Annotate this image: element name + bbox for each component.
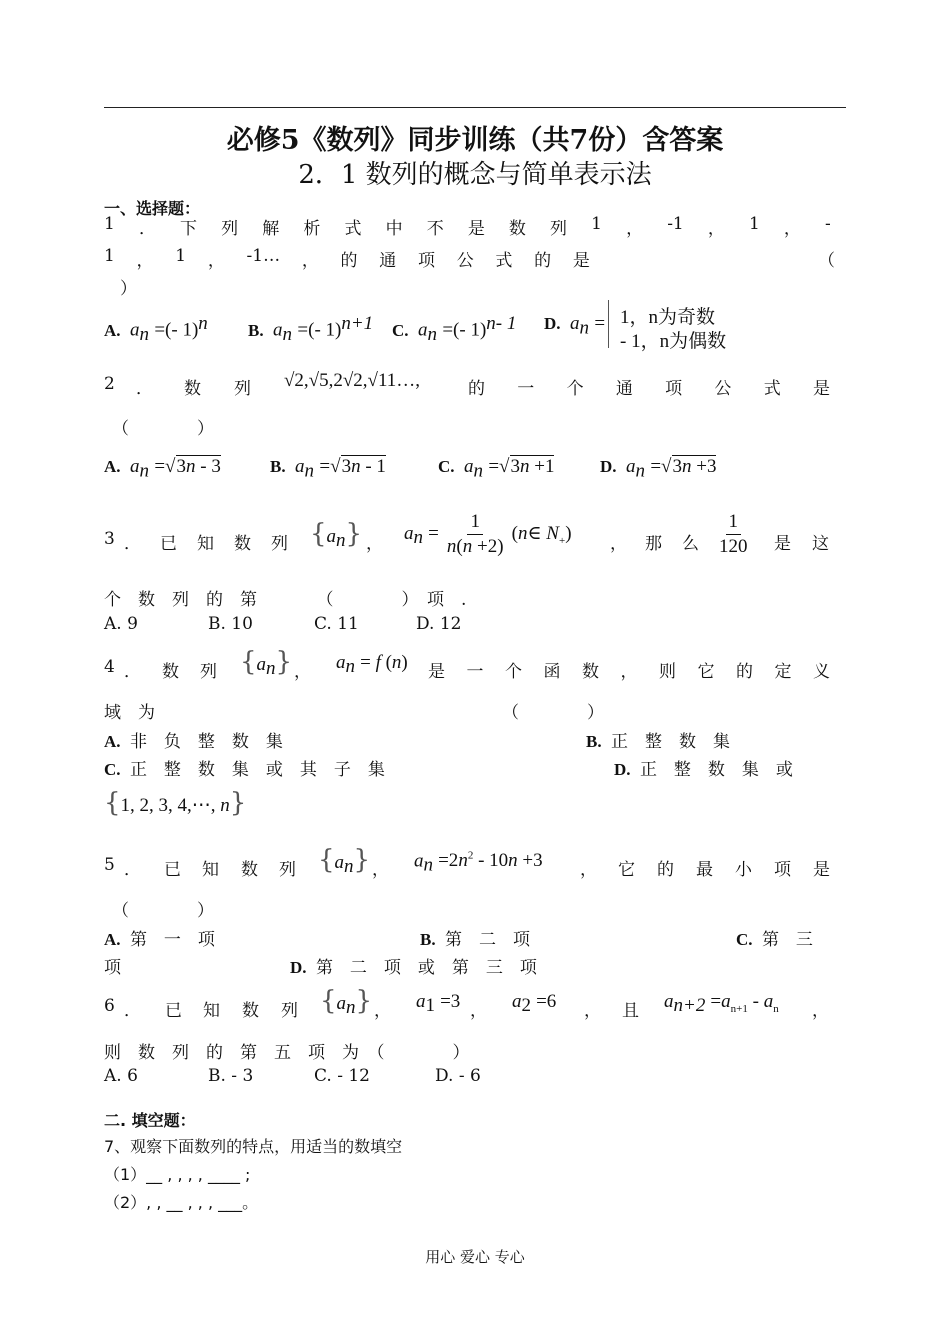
q5-t3: 知 — [202, 860, 219, 880]
q1.line1-token: ， — [626, 219, 644, 239]
q6-t9: 且 — [622, 1001, 639, 1021]
q4.line1-token: 数 — [582, 662, 599, 682]
q4-option-d: D. 正 整 数 集 或 — [614, 760, 793, 780]
q4-paren: （ ） — [502, 703, 604, 723]
q4.line1-token: 函 — [543, 662, 561, 682]
q1.line2-token: 的 — [534, 251, 552, 271]
q6-option-a: A. 6 — [104, 1066, 138, 1086]
q6-recurrence: $a_{n+2} =a_{n+1} - a_n$ — [664, 991, 779, 1017]
q6-option-b: B. - 3 — [208, 1066, 254, 1086]
q1-option-a: A. $a_n$ =(- 1)$^n$ — [104, 313, 208, 346]
q2-sequence: √2,√5,2√2,√11…, — [284, 370, 421, 391]
q4-line2: 域 为 — [104, 703, 155, 723]
q2.line1-token: 通 — [615, 379, 633, 399]
q1-option-c: C. $a_n$ =(- 1)$^{n- 1}$ — [392, 313, 517, 346]
q1.line1-token: 解 — [262, 219, 280, 239]
q3-t8: 那 — [645, 534, 662, 554]
q6-t0: 6 — [104, 996, 115, 1016]
q2.line1-token: 式 — [763, 379, 781, 399]
q5-t6: ， — [372, 860, 389, 880]
section-choice-heading: 一、选择题： — [104, 199, 201, 218]
q7-part2: （2）, , __ , , , ___。 — [104, 1193, 259, 1212]
q4-option-a: A. 非 负 整 数 集 — [104, 732, 283, 752]
q1-d-case2: - 1，n为偶数 — [620, 331, 727, 352]
page-footer: 用心 爱心 专心 — [425, 1248, 525, 1266]
q6-option-d: D. - 6 — [435, 1066, 481, 1086]
q4.line1-token: 定 — [774, 662, 792, 682]
q2-option-c: C. $a_n =√3n +1$ — [438, 456, 555, 482]
q6-t6: ， — [374, 1001, 391, 1021]
q1.line2-token: 1 — [175, 246, 187, 266]
q6-t7: ， — [470, 1001, 487, 1021]
q2-w2: 列 — [234, 379, 251, 399]
q1.line2-token: 的 — [340, 251, 358, 271]
q2-line1 — [468, 374, 830, 399]
q3-option-c: C. 11 — [314, 614, 359, 634]
q1.line1-token: ， — [707, 219, 725, 239]
q6-t2: 已 — [165, 1001, 182, 1021]
q1.line1-token: 析 — [303, 219, 321, 239]
q7-intro: 7、观察下面数列的特点，用适当的数填空 — [104, 1137, 403, 1156]
q1.line1-token: 式 — [344, 219, 362, 239]
q1.line1-token: 1 — [591, 214, 602, 234]
q1.line1-token: -1 — [667, 214, 684, 234]
page-subtitle: 2．1 数列的概念与简单表示法 — [298, 160, 652, 190]
q4-t0: 4 — [104, 657, 115, 677]
q3-t9: 么 — [682, 534, 699, 554]
q2-dot: ． — [136, 379, 153, 399]
q6-a2: $a_2 =6$ — [512, 991, 557, 1017]
q3-option-a: A. 9 — [104, 614, 138, 634]
q1-option-d: D. $a_n$ = — [544, 313, 606, 339]
q1.line1-token: - — [825, 214, 831, 234]
q6-seq-an: $\{a_n\}$ — [320, 986, 373, 1019]
q6-t1: ． — [124, 1001, 141, 1021]
q5.line1-token: 的 — [657, 860, 674, 880]
q6-t8: ， — [584, 1001, 601, 1021]
q2.line1-token: 个 — [566, 379, 584, 399]
q5-t4: 数 — [241, 860, 258, 880]
q5-formula: $a_n =2n^2 - 10n +3$ — [414, 850, 543, 876]
q5-seq-an: $\{a_n\}$ — [318, 845, 371, 878]
q6-t10: ， — [812, 1001, 829, 1021]
q1.line1-token: 列 — [550, 219, 568, 239]
q3-t7: ， — [610, 534, 627, 554]
q3-t11: 这 — [812, 534, 829, 554]
q2-option-d: D. $a_n =√3n +3$ — [600, 456, 717, 482]
q4.line1-token: 个 — [505, 662, 522, 682]
q1.line2-token: 公 — [456, 251, 474, 271]
q4-formula: $a_n = f$ (n) — [336, 652, 408, 678]
q5-t5: 列 — [279, 860, 296, 880]
q1-line2 — [104, 246, 590, 271]
q7-part1: （1）__ , , , , ____ ; — [104, 1165, 251, 1184]
q2-option-b: B. $a_n =√3n - 1$ — [270, 456, 386, 482]
q3-fraction: $\frac{1}{120}$ — [719, 511, 748, 557]
q4.line1-token: 义 — [813, 662, 830, 682]
q3-t0: 3 — [104, 529, 115, 549]
q4-seq-an: $\{a_n\}$ — [240, 647, 293, 680]
q1.line2-token: -1… — [246, 246, 281, 266]
q1-option-b: B. $a_n$ =(- 1)$^{n+1}$ — [248, 313, 374, 346]
q1-paren-close: ） — [120, 279, 137, 299]
q3-option-d: D. 12 — [416, 614, 462, 634]
q2.line1-token: 是 — [812, 379, 830, 399]
q5-option-d: D. 第 二 项 或 第 三 项 — [290, 958, 537, 978]
q1.line2-token: 1 — [104, 246, 115, 266]
q5.line1-token: 小 — [735, 860, 752, 880]
q6-t3: 知 — [203, 1001, 220, 1021]
q5.line1-token: 最 — [696, 860, 713, 880]
q1.line1-token: 是 — [467, 219, 485, 239]
q1.line1-token: 不 — [426, 219, 444, 239]
q5-option-c: C. 第 三 — [736, 930, 813, 950]
q6-line2: 则 数 列 的 第 五 项 为 （ ） — [104, 1043, 470, 1063]
q3-t2: 已 — [160, 534, 177, 554]
q3-t1: ． — [124, 534, 141, 554]
q5-paren: （ ） — [112, 901, 214, 921]
q5.line1-token: 是 — [813, 860, 830, 880]
q1.line2-token: ， — [136, 251, 154, 271]
q1.line1-token: 1 — [104, 214, 115, 234]
q1.line2-token: 项 — [417, 251, 435, 271]
q3-t5: 列 — [271, 534, 288, 554]
q5-t7: ， — [580, 860, 597, 880]
q6-a1: $a_1 =3$ — [416, 991, 461, 1017]
q1.line2-token: 通 — [379, 251, 397, 271]
q4-t3: 列 — [200, 662, 217, 682]
q6-t5: 列 — [281, 1001, 298, 1021]
q2-w1: 数 — [184, 379, 201, 399]
q2-num: 2 — [104, 374, 115, 394]
q1.line1-token: 1 — [748, 214, 760, 234]
q5-option-c-cont: 项 — [104, 958, 121, 978]
q3-t6: ， — [366, 534, 383, 554]
q2-paren: （ ） — [112, 419, 214, 439]
q3-option-b: B. 10 — [208, 614, 253, 634]
q5.line1-token: 项 — [774, 860, 791, 880]
q4-t2: 数 — [162, 662, 179, 682]
q1.line1-token: 列 — [221, 219, 239, 239]
q4-option-b: B. 正 整 数 集 — [586, 732, 730, 752]
q5-t2: 已 — [164, 860, 181, 880]
q4.line1-token: 是 — [428, 662, 445, 682]
q1.line1-token: 下 — [180, 219, 198, 239]
q4.line1-token: 的 — [736, 662, 753, 682]
q1.line2-token: 式 — [495, 251, 513, 271]
q5-t0: 5 — [104, 855, 115, 875]
q5-line1 — [618, 855, 830, 880]
q2.line1-token: 一 — [517, 379, 535, 399]
q2-option-a: A. $a_n =√3n - 3$ — [104, 456, 221, 482]
q1.line2-token: ， — [301, 251, 319, 271]
q2.line1-token: 公 — [714, 379, 732, 399]
q1.line2-token: ， — [207, 251, 225, 271]
q4.line1-token: 则 — [659, 662, 676, 682]
q4-option-c: C. 正 整 数 集 或 其 子 集 — [104, 760, 385, 780]
page-title: 必修5《数列》同步训练（共7份）含答案 — [226, 125, 724, 156]
q1.line1-token: ． — [138, 219, 156, 239]
q5.line1-token: 它 — [618, 860, 635, 880]
q1.line1-token: ， — [783, 219, 801, 239]
q3-formula: $a_n$ = $\frac{1}{n(n +2)}$ (n∈ $N_+$) — [404, 511, 572, 557]
q5-option-a: A. 第 一 项 — [104, 930, 215, 950]
top-rule — [104, 107, 846, 108]
q2.line1-token: 项 — [665, 379, 683, 399]
q4.line1-token: 一 — [466, 662, 484, 682]
q4-line1 — [428, 657, 830, 682]
q4-option-d-set: {1, 2, 3, 4,⋯, n} — [104, 788, 247, 818]
q1-d-brace — [608, 300, 611, 348]
q1.line2-token: 是 — [572, 251, 590, 271]
q5-option-b: B. 第 二 项 — [420, 930, 530, 950]
section-fill-heading: 二. 填空题： — [104, 1111, 196, 1130]
q4.line1-token: ， — [620, 662, 638, 682]
q1.line1-token: 数 — [508, 219, 526, 239]
q1.line1-token: 中 — [385, 219, 403, 239]
q3-seq-an: $\{a_n\}$ — [310, 519, 363, 552]
q4-t4: ， — [294, 662, 311, 682]
q4.line1-token: 它 — [697, 662, 715, 682]
q2.line1-token: 的 — [468, 379, 485, 399]
q1-paren-open: （ — [818, 251, 835, 271]
q3-line2: 个 数 列 的 第 （ ） 项 . — [104, 590, 467, 610]
q1-line1 — [104, 214, 831, 239]
q1-d-case1: 1，n为奇数 — [620, 307, 716, 328]
q3-t3: 知 — [197, 534, 214, 554]
q6-option-c: C. - 12 — [314, 1066, 370, 1086]
q6-t4: 数 — [242, 1001, 259, 1021]
q4-t1: ． — [124, 662, 141, 682]
q3-t10: 是 — [774, 534, 791, 554]
q5-t1: ． — [124, 860, 141, 880]
q3-t4: 数 — [234, 534, 251, 554]
